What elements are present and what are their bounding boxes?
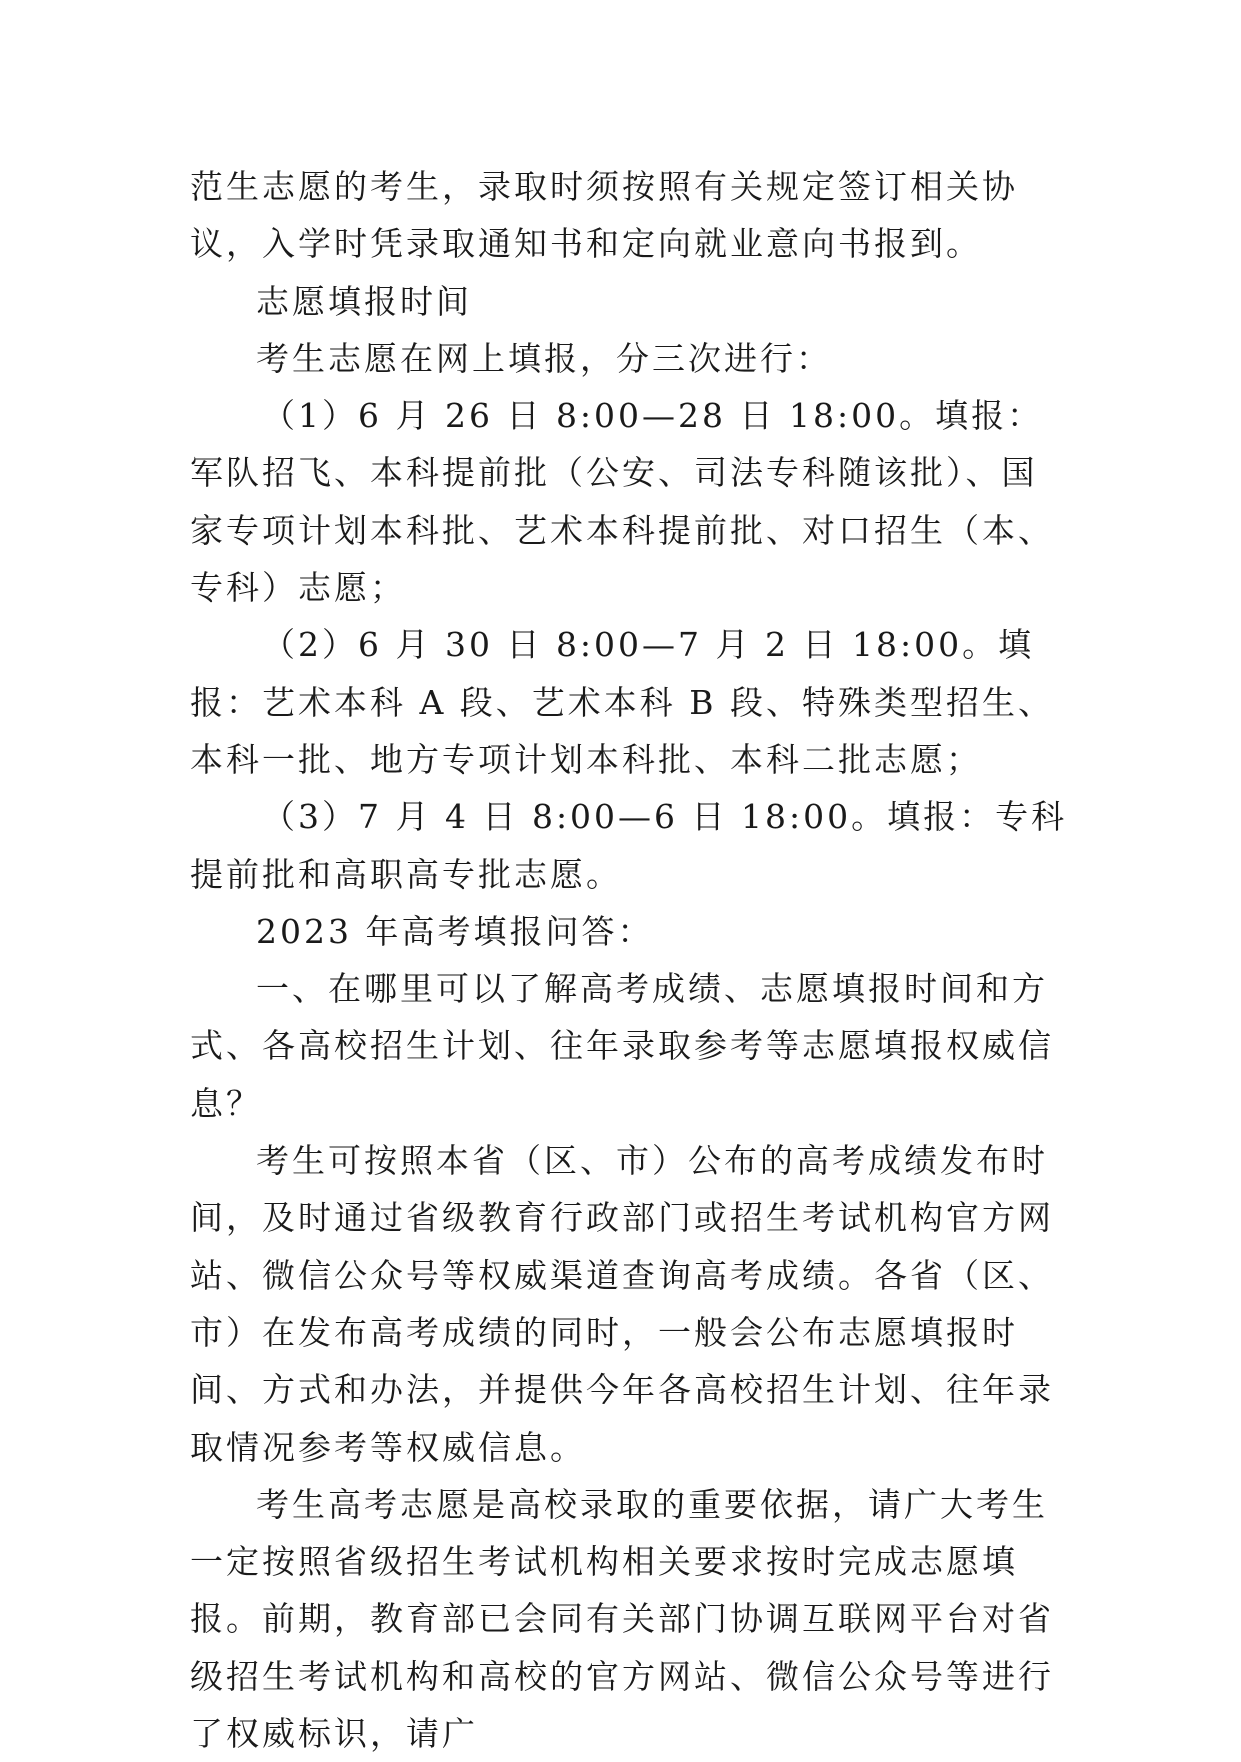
paragraph-answer-1a: 考生可按照本省（区、市）公布的高考成绩发布时间，及时通过省级教育行政部门或招生考试机构官方网站、微信公众号等权威渠道查询高考成绩。各省（区、市）在发布高考成绩的同时，一般会公布志愿填报时间、方式和办法，并提供今年各高校招生计划、往年录取情况参考等权威信息。 — [190, 1141, 1054, 1467]
paragraph-heading-fill-time: 志愿填报时间 — [256, 281, 472, 321]
paragraph-round-2: （2）6 月 30 日 8:00—7 月 2 日 18:00。填报：艺术本科 A 段、艺术本科 B 段、特殊类型招生、本科一批、地方专项计划本科批、本科二批志愿； — [190, 625, 1055, 779]
paragraph-qa-title: 2023 年高考填报问答： — [256, 911, 654, 951]
document-body — [190, 158, 1070, 1762]
paragraph-continuation: 范生志愿的考生，录取时须按照有关规定签订相关协议，入学时凭录取通知书和定向就业意向书报到。 — [190, 167, 1018, 264]
paragraph-round-3: （3）7 月 4 日 8:00—6 日 18:00。填报：专科提前批和高职高专批志愿。 — [190, 797, 1068, 894]
paragraph-online-three-rounds: 考生志愿在网上填报，分三次进行： — [256, 338, 832, 378]
paragraph-round-1: （1）6 月 26 日 8:00—28 日 18:00。填报：军队招飞、本科提前批（公安、司法专科随该批）、国家专项计划本科批、艺术本科提前批、对口招生（本、专科）志愿； — [190, 396, 1054, 608]
paragraph-question-1: 一、在哪里可以了解高考成绩、志愿填报时间和方式、各高校招生计划、往年录取参考等志愿填报权威信息？ — [190, 969, 1054, 1123]
paragraph-answer-1b: 考生高考志愿是高校录取的重要依据，请广大考生一定按照省级招生考试机构相关要求按时完成志愿填报。前期，教育部已会同有关部门协调互联网平台对省级招生考试机构和高校的官方网站、微信公众号等进行了权威标识，请广 — [190, 1484, 1054, 1754]
